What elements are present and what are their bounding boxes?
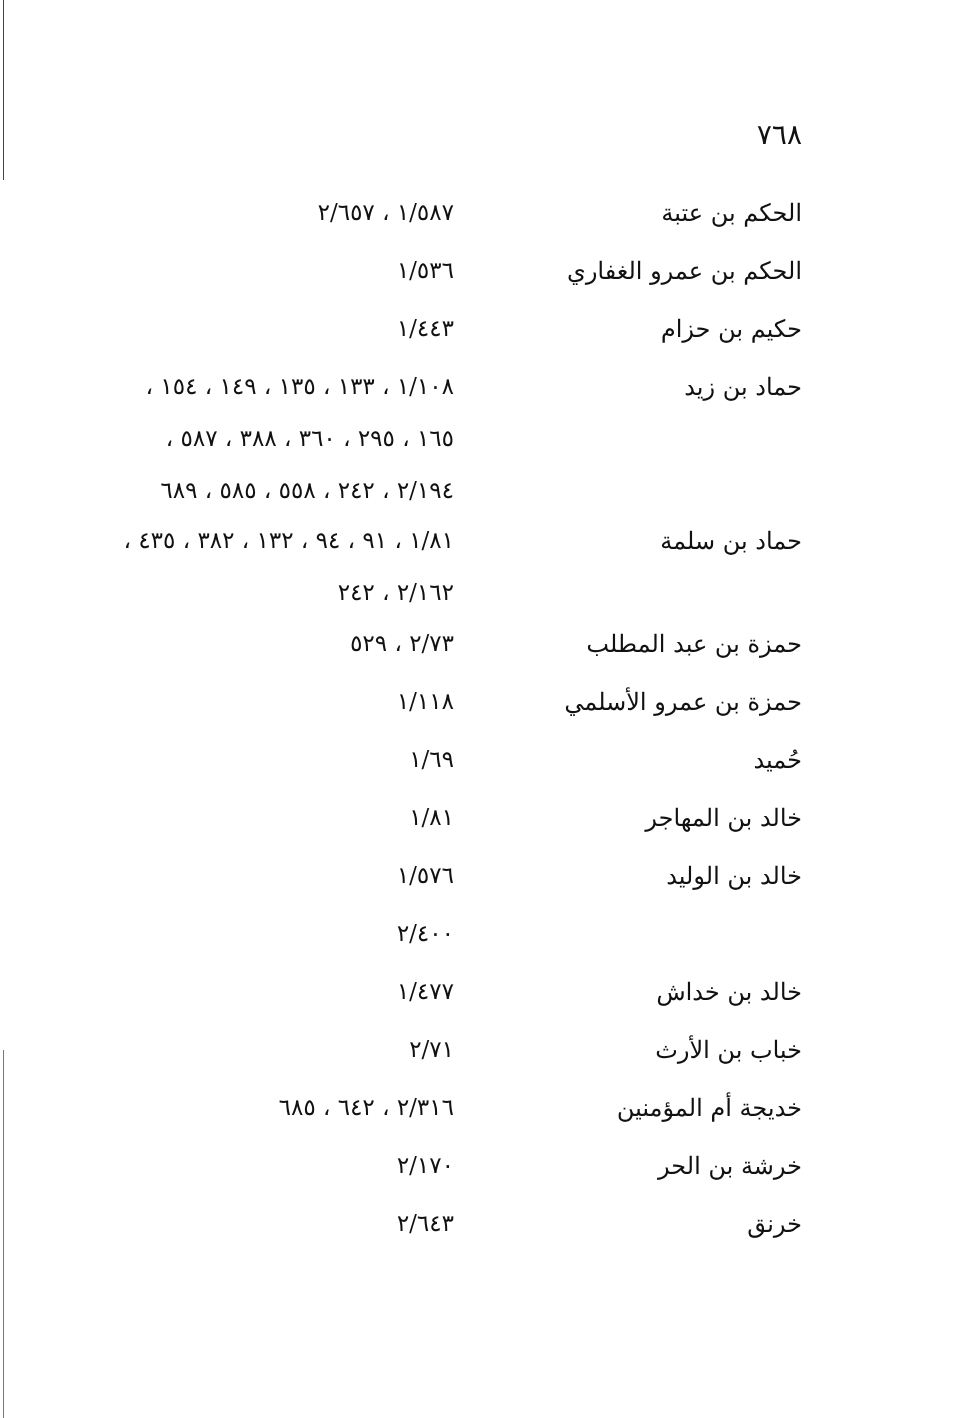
entry-references xyxy=(64,524,454,628)
entry-references xyxy=(64,1207,454,1259)
entry-references xyxy=(64,801,454,853)
entry-name: حمزة بن عبد المطلب xyxy=(586,630,802,658)
reference-line: ١/٤٧٧ xyxy=(396,979,454,1005)
page-number: ٧٦٨ xyxy=(756,118,802,151)
entry-references xyxy=(64,196,454,248)
reference-line: ٢/٦٤٣ xyxy=(396,1211,454,1237)
reference-line: ٢/١٧٠ xyxy=(396,1153,454,1179)
index-entry xyxy=(0,524,977,644)
reference-line: ٢/٧١ xyxy=(409,1037,454,1063)
entry-name: الحكم بن عتبة xyxy=(661,199,802,227)
entry-references xyxy=(64,859,454,969)
entry-name: خديجة أم المؤمنين xyxy=(616,1094,802,1122)
reference-line: ٢/١٩٤ ، ٢٤٢ ، ٥٥٨ ، ٥٨٥ ، ٦٨٩ xyxy=(160,478,454,504)
entry-name: خرشة بن الحر xyxy=(658,1152,802,1180)
scan-edge-line xyxy=(3,0,4,180)
reference-line: ١/٨١ xyxy=(409,805,454,831)
entry-name: حماد بن زيد xyxy=(684,373,802,401)
entry-references xyxy=(64,1033,454,1085)
reference-line: ١/٥٧٦ xyxy=(396,863,454,889)
reference-line: ٢/٣١٦ ، ٦٤٢ ، ٦٨٥ xyxy=(278,1095,454,1121)
reference-line: ٢/٤٠٠ xyxy=(396,921,454,947)
entry-references xyxy=(64,685,454,737)
entry-references xyxy=(64,975,454,1027)
entry-name: خالد بن الوليد xyxy=(666,862,802,890)
entry-name: الحكم بن عمرو الغفاري xyxy=(567,257,802,285)
reference-line: ١/٨١ ، ٩١ ، ٩٤ ، ١٣٢ ، ٣٨٢ ، ٤٣٥ ، xyxy=(123,528,454,554)
reference-line: ١/١٠٨ ، ١٣٣ ، ١٣٥ ، ١٤٩ ، ١٥٤ ، xyxy=(145,374,454,400)
reference-line: ١٦٥ ، ٢٩٥ ، ٣٦٠ ، ٣٨٨ ، ٥٨٧ ، xyxy=(165,426,454,452)
entry-name: خالد بن المهاجر xyxy=(645,804,802,832)
index-entry xyxy=(0,370,977,530)
entry-name: حُميد xyxy=(753,746,802,774)
reference-line: ١/٥٨٧ ، ٢/٦٥٧ xyxy=(317,200,454,226)
index-entry xyxy=(0,859,977,979)
entry-name: حكيم بن حزام xyxy=(660,315,802,343)
reference-line: ١/٥٣٦ xyxy=(396,258,454,284)
entry-name: خالد بن خداش xyxy=(656,978,802,1006)
entry-references xyxy=(64,627,454,679)
entry-references xyxy=(64,1149,454,1201)
entry-references xyxy=(64,743,454,795)
reference-line: ٢/٧٣ ، ٥٢٩ xyxy=(350,631,454,657)
entry-references xyxy=(64,254,454,306)
entry-name: خرنق xyxy=(747,1210,802,1238)
reference-line: ١/٤٤٣ xyxy=(396,316,454,342)
reference-line: ٢/١٦٢ ، ٢٤٢ xyxy=(337,580,454,606)
index-entry xyxy=(0,1207,977,1327)
entry-name: حمزة بن عمرو الأسلمي xyxy=(564,688,802,716)
reference-line: ١/١١٨ xyxy=(396,689,454,715)
entry-references xyxy=(64,1091,454,1143)
entry-name: حماد بن سلمة xyxy=(660,527,802,555)
entry-references xyxy=(64,312,454,364)
entry-references xyxy=(64,370,454,526)
reference-line: ١/٦٩ xyxy=(409,747,454,773)
entry-name: خباب بن الأرث xyxy=(655,1036,802,1064)
